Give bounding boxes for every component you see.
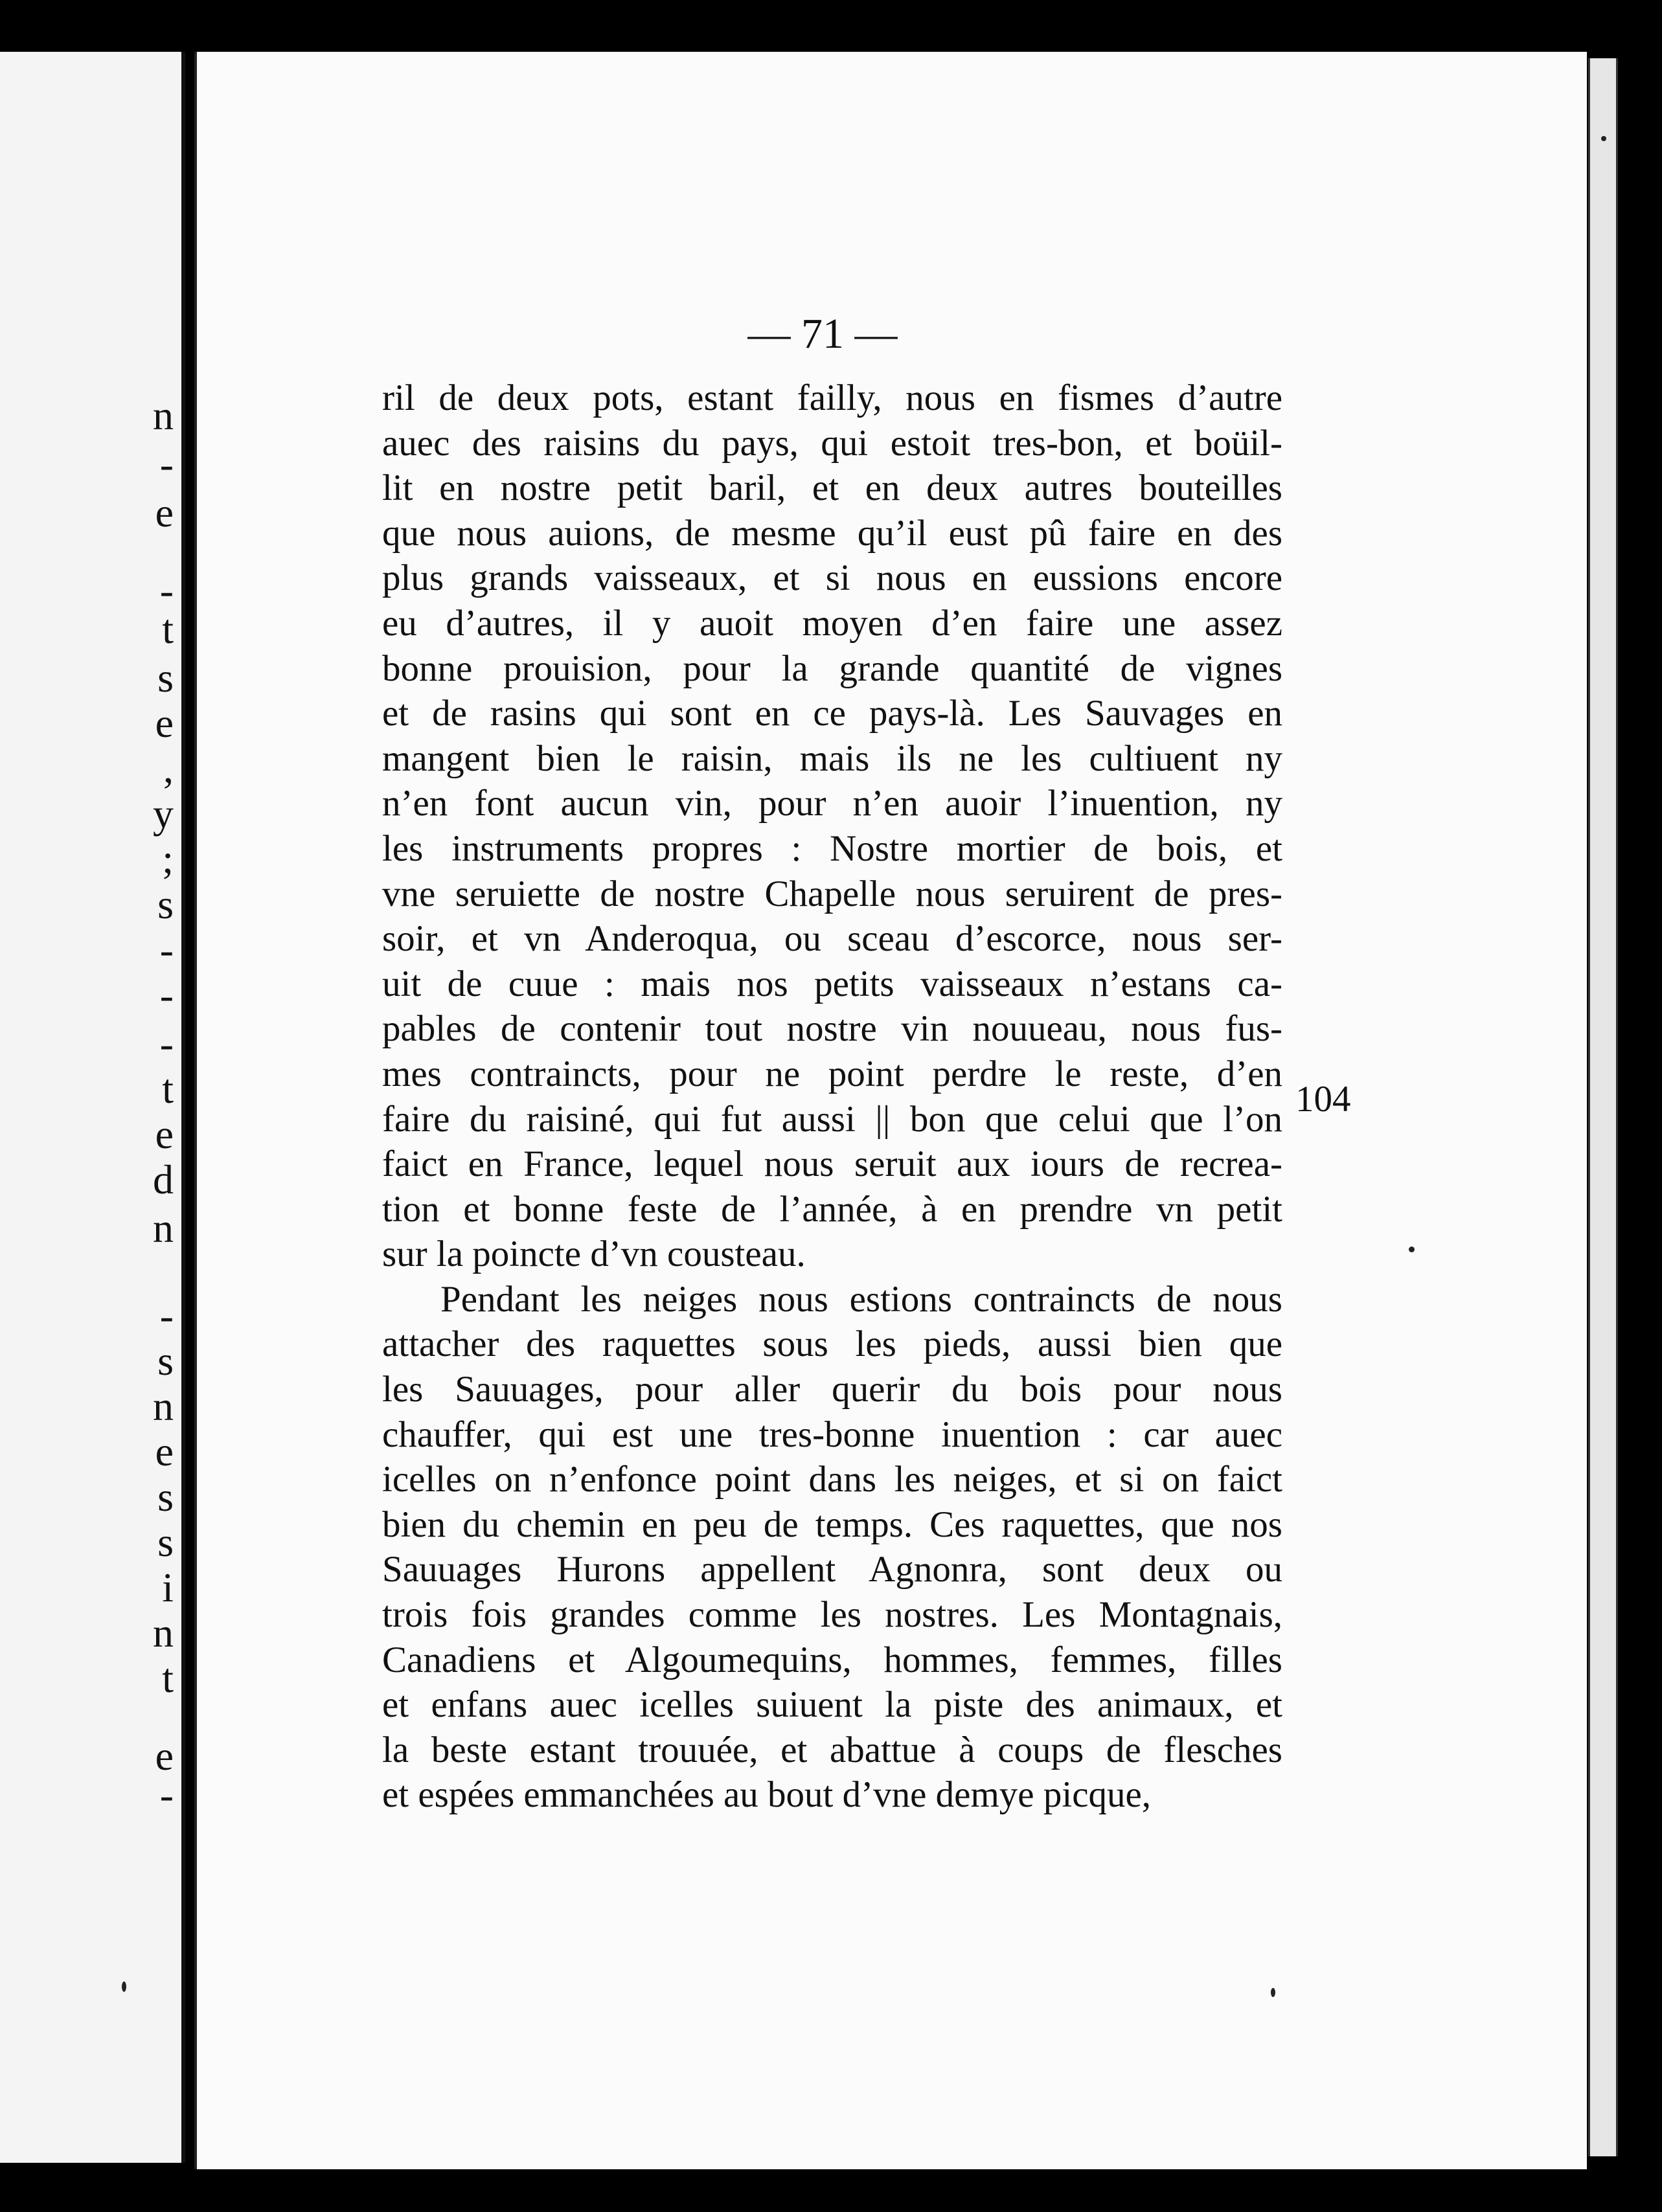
text-line: eu d’autres, il y auoit moyen d’en faire une assez [382, 602, 1282, 644]
text-line: uit de cuue : mais nos petits vaisseaux n’estans ca- [382, 963, 1282, 1004]
previous-page-glyph: e [155, 1733, 174, 1779]
text-line: la beste estant trouuée, et abattue à coups de flesches [382, 1729, 1282, 1770]
text-line: bien du chemin en peu de temps. Ces raquettes, que nos [382, 1504, 1282, 1545]
text-line: plus grands vaisseaux, et si nous en eussions encore [382, 558, 1282, 599]
previous-page-glyph: - [159, 927, 174, 973]
text-line: ril de deux pots, estant failly, nous en fismes d’autre [382, 378, 1282, 418]
previous-page-glyph: t [162, 606, 174, 652]
text-line: que nous auions, de mesme qu’il eust pû faire en des [382, 512, 1282, 554]
margin-reference-number: 104 [1295, 1079, 1351, 1120]
previous-page-glyph: - [159, 972, 174, 1018]
text-line: attacher des raquettes sous les pieds, aussi bien que [382, 1324, 1282, 1365]
text-line: auec des raisins du pays, qui estoit tres-bon, et boüil- [382, 422, 1282, 464]
text-line: vne seruiette de nostre Chapelle nous seruirent de pres- [382, 873, 1282, 914]
previous-page-glyph: e [155, 1111, 174, 1157]
text-line: soir, et vn Anderoqua, ou sceau d’escorce, nous ser- [382, 918, 1282, 960]
text-line: chauffer, qui est une tres-bonne inuention : car auec [382, 1414, 1282, 1455]
text-line: icelles on n’enfonce point dans les neiges, et si on faict [382, 1459, 1282, 1500]
previous-page-glyph: s [157, 655, 174, 701]
text-line: lit en nostre petit baril, et en deux autres bouteilles [382, 468, 1282, 509]
previous-page-glyph: e [155, 1428, 174, 1474]
text-line: Sauuages Hurons appellent Agnonra, sont deux ou [382, 1549, 1282, 1590]
scan-speck [122, 1981, 126, 1992]
previous-page-glyph: s [157, 1338, 174, 1384]
previous-page-glyph: t [162, 1655, 174, 1701]
scan-speck [1409, 1247, 1415, 1252]
previous-page-glyph: e [155, 700, 174, 746]
text-line: les Sauuages, pour aller querir du bois pour nous [382, 1369, 1282, 1410]
previous-page-edge [0, 52, 185, 2163]
previous-page-glyph: n [153, 392, 174, 438]
previous-page-glyph: n [153, 1205, 174, 1251]
body-text [382, 376, 1282, 1818]
previous-page-glyph: s [157, 1519, 174, 1565]
text-line: et espées emmanchées au bout d’vne demye picque, [382, 1774, 1152, 1816]
scan-speck [1271, 1988, 1275, 1997]
previous-page-glyph: - [159, 567, 174, 613]
text-line: sur la poincte d’vn cousteau. [382, 1234, 806, 1275]
text-line: Canadiens et Algoumequins, hommes, femmes, filles [382, 1639, 1282, 1680]
previous-page-glyph: , [163, 745, 174, 791]
text-line: mangent bien le raisin, mais ils ne les cultiuent ny [382, 738, 1282, 779]
text-line: faire du raisiné, qui fut aussi || bon que celui que l’on [382, 1098, 1282, 1140]
text-line: et de rasins qui sont en ce pays-là. Les Sauvages en [382, 693, 1282, 734]
previous-page-glyph: d [153, 1157, 174, 1202]
previous-page-glyph: s [157, 1474, 174, 1520]
previous-page-glyph: - [159, 441, 174, 487]
scan-speck [1601, 136, 1606, 141]
previous-page-glyph: i [162, 1564, 174, 1610]
previous-page-glyph: - [159, 1772, 174, 1818]
previous-page-glyph: n [153, 1610, 174, 1656]
text-line: faict en France, lequel nous seruit aux iours de recrea- [382, 1144, 1282, 1185]
text-line: Pendant les neiges nous estions contraincts de nous [440, 1278, 1282, 1320]
text-line: et enfans auec icelles suiuent la piste des animaux, et [382, 1684, 1282, 1726]
text-line: tion et bonne feste de l’année, à en prendre vn petit [382, 1188, 1282, 1230]
previous-page-glyph: - [159, 1021, 174, 1066]
previous-page-glyph: n [153, 1383, 174, 1429]
previous-page-glyph: y [153, 791, 174, 837]
text-line: pables de contenir tout nostre vin nouueau, nous fus- [382, 1008, 1282, 1050]
previous-page-glyph: e [155, 490, 174, 536]
previous-page-glyph: - [159, 1292, 174, 1338]
previous-page-glyph: t [162, 1066, 174, 1112]
text-line: mes contraincts, pour ne point perdre le reste, d’en [382, 1053, 1282, 1094]
previous-page-glyph: ; [162, 836, 174, 882]
text-line: n’en font aucun vin, pour n’en auoir l’inuention, ny [382, 783, 1282, 824]
page-stack-edge [1588, 58, 1618, 2156]
text-line: bonne prouision, pour la grande quantité de vignes [382, 648, 1282, 689]
page-number: — 71 — [747, 310, 898, 357]
text-line: trois fois grandes comme les nostres. Les Montagnais, [382, 1594, 1282, 1636]
text-line: les instruments propres : Nostre mortier de bois, et [382, 828, 1282, 869]
previous-page-glyph: s [157, 881, 174, 927]
